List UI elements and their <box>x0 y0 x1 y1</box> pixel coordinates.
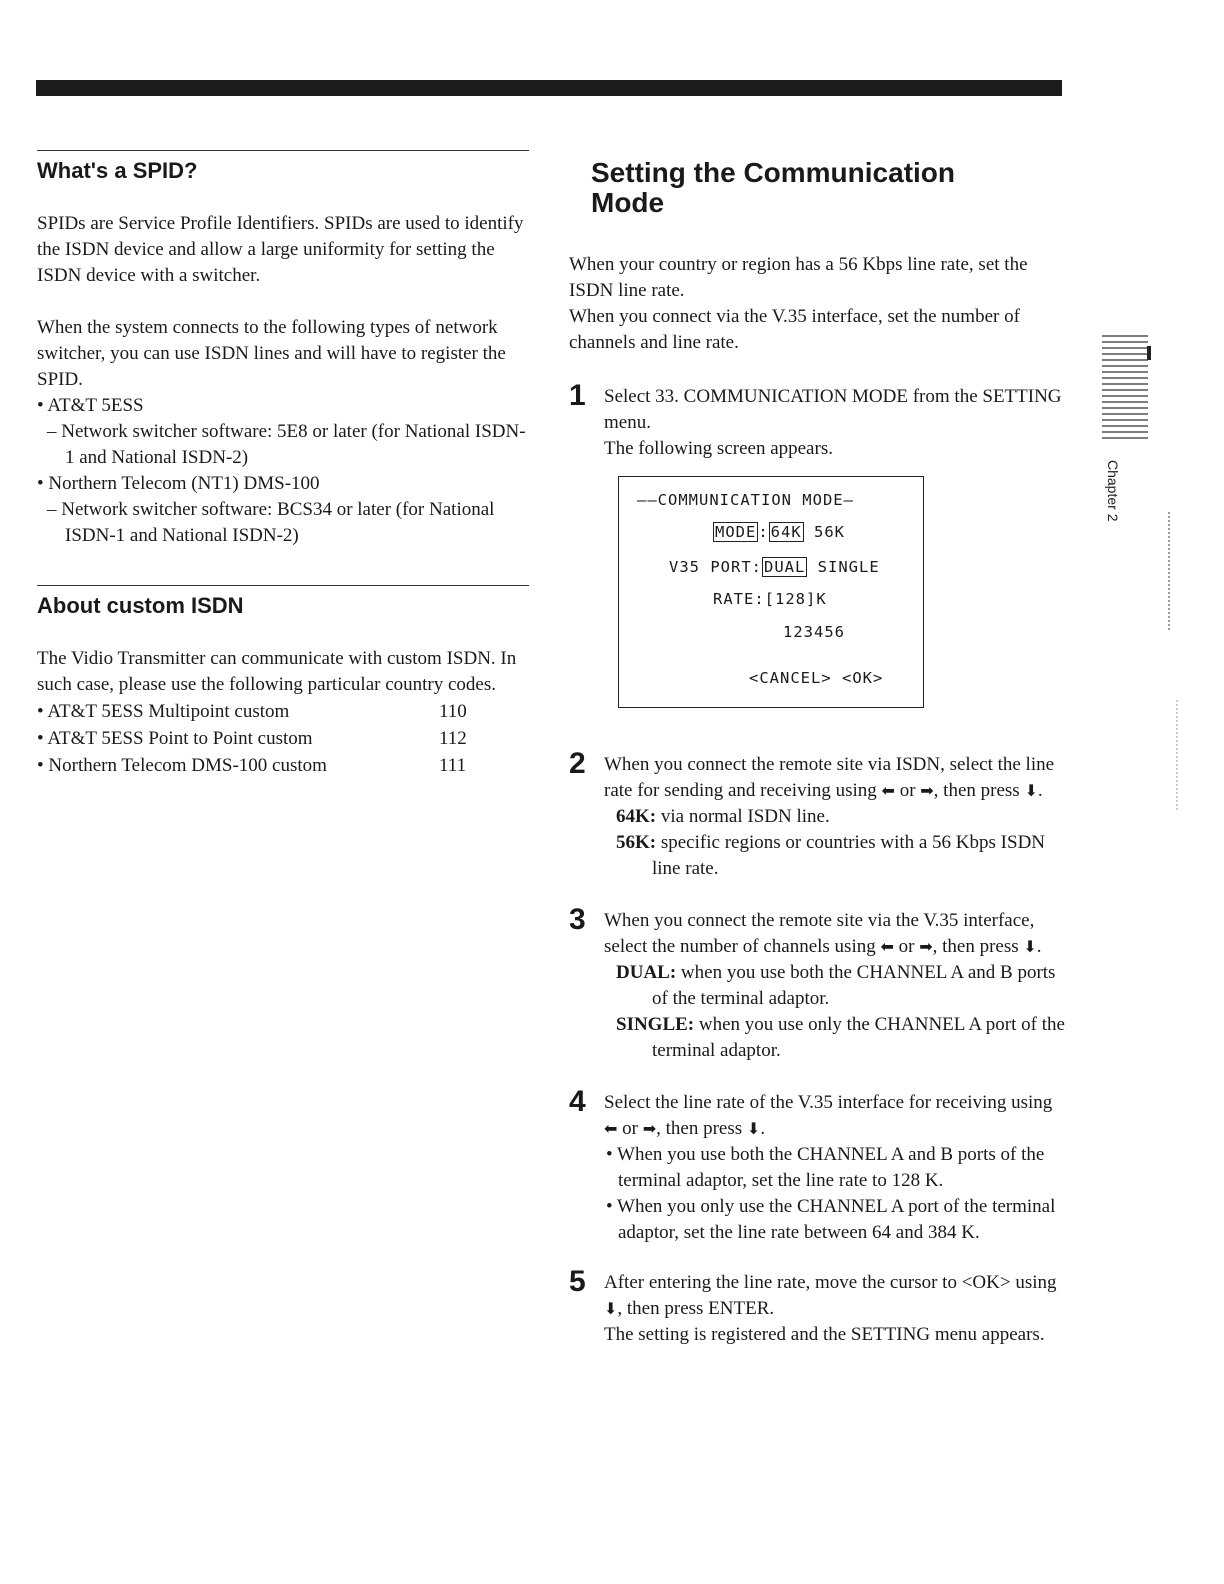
country-code-label: • AT&T 5ESS Point to Point custom <box>37 728 313 749</box>
intro-para-1: When your country or region has a 56 Kbps line rate, set the ISDN line rate. <box>569 254 1028 301</box>
section-rule <box>37 585 529 586</box>
mode-alternative: 56K <box>814 523 846 541</box>
chapter-thumb-index-icon <box>1100 330 1154 450</box>
step-number: 2 <box>569 747 586 780</box>
definition-term: 56K: <box>616 832 657 853</box>
step-number: 1 <box>569 379 586 412</box>
mode-label: MODE <box>715 523 757 541</box>
step-2 <box>569 747 1069 882</box>
definition-64k <box>604 804 1069 830</box>
spid-para-1: SPIDs are Service Profile Identifiers. SPIDs are used to identify the ISDN device and allow a large uniformity for setting the ISDN device with a switcher. <box>37 213 524 286</box>
step-text: , then press <box>656 1118 743 1139</box>
list-item: • When you use both the CHANNEL A and B ports of the terminal adaptor, set the line rate to 128 K. <box>606 1144 1045 1191</box>
step-1-note: The following screen appears. <box>604 438 833 459</box>
port-selected: DUAL <box>764 558 806 576</box>
screen-title: ——COMMUNICATION MODE— <box>637 491 854 509</box>
definition-term: 64K: <box>616 806 657 827</box>
step-3 <box>569 903 1069 1064</box>
country-code-row <box>37 752 529 779</box>
mode-selected: 64K <box>770 523 802 541</box>
definition-56k <box>604 830 1069 882</box>
definition-dual <box>604 960 1069 1012</box>
definition-text: specific regions or countries with a 56 Kbps ISDN line rate. <box>652 832 1046 879</box>
step-5 <box>569 1265 1069 1348</box>
country-code-row <box>37 698 529 725</box>
step-1-text: Select 33. COMMUNICATION MODE from the SETTING menu. <box>604 386 1062 433</box>
left-arrow-icon: ⬅ <box>881 781 895 800</box>
down-arrow-icon: ⬇ <box>604 1299 618 1318</box>
definition-text: via normal ISDN line. <box>656 806 830 827</box>
step-5-text <box>604 1270 1069 1322</box>
step-number: 5 <box>569 1265 586 1298</box>
step-5-note: The setting is registered and the SETTING menu appears. <box>604 1324 1045 1345</box>
country-code-value: 110 <box>439 701 467 722</box>
communication-mode-screen <box>618 476 924 708</box>
port-label: V35 PORT: <box>669 558 762 576</box>
step-text: Select the line rate of the V.35 interface for receiving using <box>604 1092 1053 1113</box>
spid-para-2: When the system connects to the following types of network switcher, you can use ISDN lines and will have to register the SPID. <box>37 317 506 390</box>
screen-rate-row: RATE:[128]K <box>713 590 827 608</box>
definition-text: when you use both the CHANNEL A and B ports of the terminal adaptor. <box>652 962 1056 1009</box>
right-arrow-icon: ➡ <box>919 937 933 956</box>
step-text: , then press <box>933 780 1020 801</box>
country-code-row <box>37 725 529 752</box>
spid-heading: What's a SPID? <box>37 158 198 183</box>
step-1 <box>569 379 1069 462</box>
step-text: When you connect the remote site via the V.35 interface, select the number of channels using <box>604 910 1035 957</box>
definition-text: when you use only the CHANNEL A port of the terminal adaptor. <box>652 1014 1065 1061</box>
screen-port-row <box>669 558 880 576</box>
custom-isdn-heading: About custom ISDN <box>37 593 244 618</box>
chapter-label: Chapter 2 <box>1105 460 1121 522</box>
thumb-dots <box>1168 512 1170 630</box>
step-text: , then press <box>932 936 1019 957</box>
title-line-2: Mode <box>591 187 665 218</box>
step-text: or <box>622 1118 638 1139</box>
step-text: or <box>899 780 916 801</box>
right-arrow-icon: ➡ <box>920 781 934 800</box>
country-code-label: • Northern Telecom DMS-100 custom <box>37 755 327 776</box>
down-arrow-icon: ⬇ <box>746 1119 761 1138</box>
thumb-dots <box>1176 700 1178 810</box>
step-number: 3 <box>569 903 586 936</box>
country-code-label: • AT&T 5ESS Multipoint custom <box>37 701 290 722</box>
step-2-text: When you connect the remote site via ISDN, select the line rate for sending and receiving using ⬅ or ➡, then press ⬇. <box>604 752 1069 804</box>
list-subitem: – Network switcher software: 5E8 or later (for National ISDN-1 and National ISDN-2) <box>47 421 526 468</box>
list-item: • Northern Telecom (NT1) DMS-100 <box>37 473 320 494</box>
step-text: After entering the line rate, move the cursor to <OK> using <box>604 1272 1057 1293</box>
title-line-1: Setting the Communication <box>591 157 955 188</box>
step-text: , then press ENTER. <box>617 1298 775 1319</box>
step-number: 4 <box>569 1085 586 1118</box>
left-arrow-icon: ⬅ <box>604 1119 618 1138</box>
step-4 <box>569 1085 1069 1246</box>
right-arrow-icon: ➡ <box>642 1119 657 1138</box>
left-arrow-icon: ⬅ <box>880 937 894 956</box>
list-item: • When you only use the CHANNEL A port of the terminal adaptor, set the line rate between 64 and 384 K. <box>606 1196 1056 1243</box>
header-bar <box>36 80 1062 96</box>
left-column <box>37 150 529 779</box>
step-text: or <box>898 936 915 957</box>
section-rule <box>37 150 529 151</box>
down-arrow-icon: ⬇ <box>1023 937 1037 956</box>
down-arrow-icon: ⬇ <box>1024 781 1038 800</box>
screen-rate-digits: 123456 <box>783 623 845 641</box>
definition-single <box>604 1012 1069 1064</box>
step-text: When you connect the remote site via ISDN, select the line rate for sending and receiving using <box>604 754 1055 801</box>
page-title <box>591 158 1069 218</box>
right-column <box>569 150 1069 1348</box>
list-subitem: – Network switcher software: BCS34 or later (for National ISDN-1 and National ISDN-2) <box>47 499 495 546</box>
intro-para-2: When you connect via the V.35 interface, set the number of channels and line rate. <box>569 306 1020 353</box>
country-code-value: 111 <box>439 755 467 776</box>
step-3-text: When you connect the remote site via the V.35 interface, select the number of channels using ⬅ or ➡, then press ⬇. <box>604 908 1069 960</box>
definition-term: SINGLE: <box>616 1014 695 1035</box>
port-alternative: SINGLE <box>817 558 880 576</box>
country-code-value: 112 <box>439 728 467 749</box>
definition-term: DUAL: <box>616 962 677 983</box>
list-item: • AT&T 5ESS <box>37 395 144 416</box>
step-4-text: Select the line rate of the V.35 interface for receiving using ⬅ or ➡, then press ⬇. <box>604 1090 1069 1142</box>
screen-buttons: <CANCEL> <OK> <box>749 669 884 687</box>
custom-isdn-para: The Vidio Transmitter can communicate with custom ISDN. In such case, please use the following particular country codes. <box>37 648 517 695</box>
screen-mode-row: MODE : 64K 56K <box>715 523 846 541</box>
